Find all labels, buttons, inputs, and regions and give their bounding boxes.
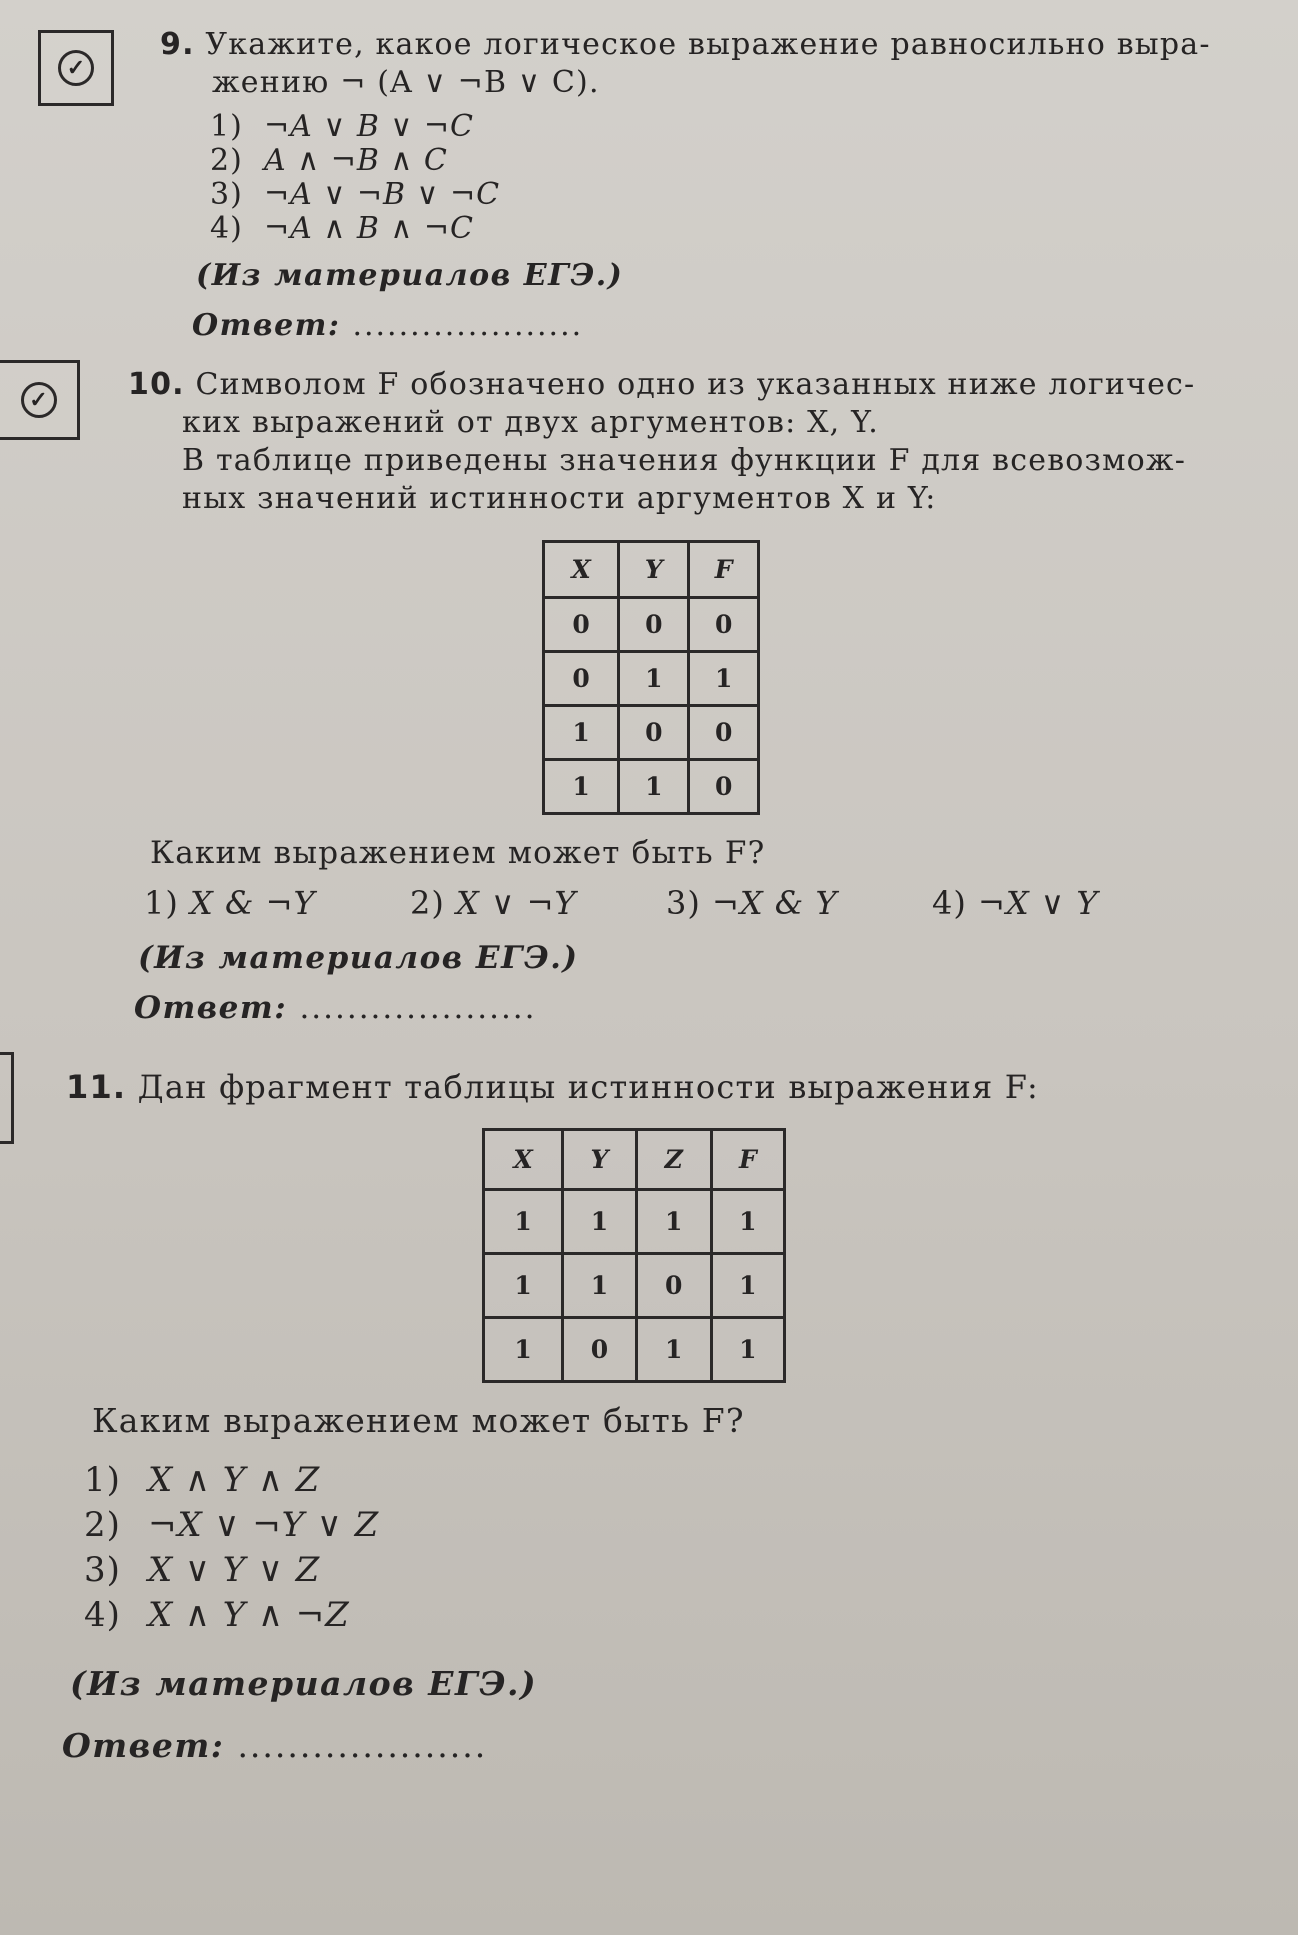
table-row bbox=[484, 1190, 785, 1254]
q9-check-box[interactable] bbox=[38, 30, 114, 106]
q10-question: Каким выражением может быть F? bbox=[150, 835, 766, 871]
q9-text-line2: жению ¬ (A ∨ ¬B ∨ C). bbox=[212, 65, 600, 100]
q9-options bbox=[210, 110, 500, 246]
q9-answer[interactable] bbox=[192, 308, 583, 343]
q9-option-3[interactable]: 3) ¬A ∨ ¬B ∨ ¬C bbox=[210, 177, 501, 212]
q11-option-4[interactable]: 4) X ∧ Y ∧ ¬Z bbox=[84, 1595, 350, 1635]
table-cell: 1 bbox=[711, 1254, 784, 1318]
table-cell: 1 bbox=[689, 652, 759, 706]
table-header-f: F bbox=[711, 1130, 784, 1190]
table-cell: 1 bbox=[484, 1318, 563, 1382]
q10-options bbox=[144, 884, 1099, 922]
q10-answer-line[interactable]: .................... bbox=[299, 990, 537, 1026]
q11-answer-line[interactable]: .................... bbox=[237, 1726, 488, 1765]
q10-option-1[interactable]: 1) X & ¬Y bbox=[144, 884, 316, 922]
table-cell: 0 bbox=[636, 1254, 711, 1318]
q10-check-box[interactable] bbox=[0, 360, 80, 440]
table-cell: 1 bbox=[619, 652, 689, 706]
table-cell: 0 bbox=[619, 706, 689, 760]
q10-truth-table bbox=[542, 540, 760, 815]
q11-source: (Из материалов ЕГЭ.) bbox=[70, 1664, 538, 1703]
table-cell: 1 bbox=[484, 1254, 563, 1318]
table-cell: 0 bbox=[689, 760, 759, 814]
table-cell: 1 bbox=[544, 760, 619, 814]
checkmark-icon: ✓ bbox=[21, 382, 57, 418]
table-cell: 1 bbox=[544, 706, 619, 760]
q9-option-4[interactable]: 4) ¬A ∧ B ∧ ¬C bbox=[210, 211, 474, 246]
table-cell: 1 bbox=[563, 1254, 637, 1318]
table-cell: 0 bbox=[544, 598, 619, 652]
q11-truth-table bbox=[482, 1128, 786, 1383]
table-header-row bbox=[544, 542, 759, 598]
q11-option-2[interactable]: 2) ¬X ∨ ¬Y ∨ Z bbox=[84, 1505, 380, 1545]
q10-text bbox=[128, 366, 1195, 518]
q10-option-4[interactable]: 4) ¬X ∨ Y bbox=[932, 884, 1099, 922]
table-cell: 1 bbox=[484, 1190, 563, 1254]
table-header-z: Z bbox=[636, 1130, 711, 1190]
q11-number: 11. bbox=[66, 1068, 127, 1106]
table-header-x: X bbox=[544, 542, 619, 598]
q11-text bbox=[66, 1068, 1039, 1106]
q9-number: 9. bbox=[160, 27, 195, 62]
table-row bbox=[544, 652, 759, 706]
table-cell: 0 bbox=[689, 706, 759, 760]
q10-answer-label: Ответ: bbox=[134, 990, 288, 1026]
table-cell: 1 bbox=[636, 1190, 711, 1254]
q10-text-line4: ных значений истинности аргументов X и Y: bbox=[182, 481, 937, 516]
table-header-f: F bbox=[689, 542, 759, 598]
q11-answer[interactable] bbox=[62, 1726, 487, 1765]
table-cell: 1 bbox=[619, 760, 689, 814]
table-cell: 1 bbox=[711, 1190, 784, 1254]
q10-answer[interactable] bbox=[134, 990, 537, 1026]
table-cell: 1 bbox=[636, 1318, 711, 1382]
checkmark-icon: ✓ bbox=[58, 50, 94, 86]
table-cell: 1 bbox=[563, 1190, 637, 1254]
q11-options bbox=[84, 1458, 379, 1638]
table-row bbox=[544, 706, 759, 760]
q10-text-line2: ких выражений от двух аргументов: X, Y. bbox=[182, 405, 880, 440]
table-cell: 0 bbox=[563, 1318, 637, 1382]
q9-text-line1: Укажите, какое логическое выражение равносильно выра- bbox=[205, 27, 1211, 62]
q11-check-box[interactable] bbox=[0, 1052, 14, 1144]
q10-option-2[interactable]: 2) X ∨ ¬Y bbox=[410, 884, 577, 922]
table-cell: 0 bbox=[619, 598, 689, 652]
q9-answer-label: Ответ: bbox=[192, 308, 341, 343]
q9-option-1[interactable]: 1) ¬A ∨ B ∨ ¬C bbox=[210, 109, 474, 144]
table-row bbox=[484, 1254, 785, 1318]
q10-option-3[interactable]: 3) ¬X & Y bbox=[666, 884, 838, 922]
table-header-row bbox=[484, 1130, 785, 1190]
q9-option-2[interactable]: 2) A ∧ ¬B ∧ C bbox=[210, 143, 448, 178]
q9-source: (Из материалов ЕГЭ.) bbox=[196, 258, 624, 293]
q9-answer-line[interactable]: .................... bbox=[352, 308, 584, 343]
q10-number: 10. bbox=[128, 367, 185, 402]
table-cell: 0 bbox=[689, 598, 759, 652]
q11-option-3[interactable]: 3) X ∨ Y ∨ Z bbox=[84, 1550, 321, 1590]
table-header-x: X bbox=[484, 1130, 563, 1190]
q11-text-line1: Дан фрагмент таблицы истинности выражения F: bbox=[137, 1068, 1040, 1106]
table-header-y: Y bbox=[619, 542, 689, 598]
q11-answer-label: Ответ: bbox=[62, 1726, 225, 1765]
q9-text bbox=[160, 26, 1211, 102]
table-row bbox=[544, 760, 759, 814]
table-row bbox=[544, 598, 759, 652]
q11-option-1[interactable]: 1) X ∧ Y ∧ Z bbox=[84, 1460, 321, 1500]
q11-question: Каким выражением может быть F? bbox=[92, 1401, 745, 1440]
q10-text-line1: Символом F обозначено одно из указанных ниже логичес- bbox=[195, 367, 1196, 402]
table-cell: 1 bbox=[711, 1318, 784, 1382]
q10-source: (Из материалов ЕГЭ.) bbox=[138, 940, 579, 976]
table-row bbox=[484, 1318, 785, 1382]
table-header-y: Y bbox=[563, 1130, 637, 1190]
q10-text-line3: В таблице приведены значения функции F для всевозмож- bbox=[182, 443, 1187, 478]
table-cell: 0 bbox=[544, 652, 619, 706]
